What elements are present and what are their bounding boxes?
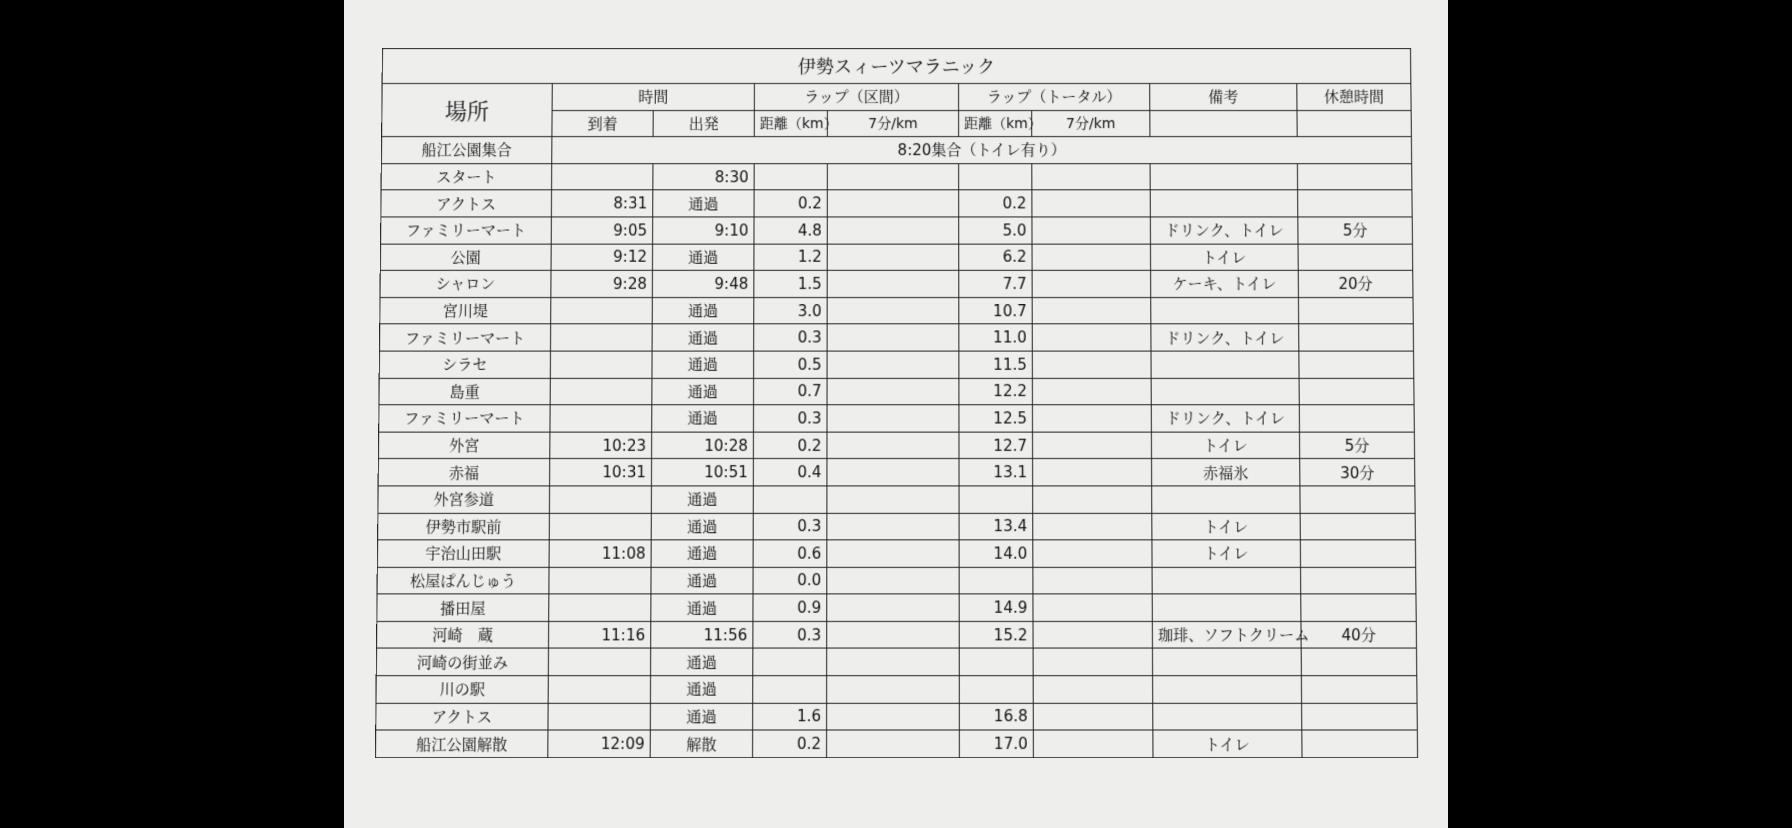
row-note: [1151, 351, 1299, 378]
row-depart: 通過: [651, 594, 753, 621]
row-lap-distance: 0.6: [753, 540, 827, 567]
row-note: [1152, 594, 1301, 621]
row-place: シラセ: [379, 351, 550, 378]
header-notes: 備考: [1150, 84, 1297, 111]
row-arrive: 9:05: [551, 217, 653, 244]
row-depart: 通過: [652, 244, 754, 271]
table-row: [378, 486, 1415, 513]
row-arrive: 11:16: [548, 621, 650, 648]
header-lap-total: ラップ（トータル）: [959, 84, 1150, 111]
row-place: アクトス: [376, 703, 548, 730]
row-total-distance: 16.8: [959, 703, 1033, 730]
row-lap-pace: [827, 163, 958, 190]
row-lap-distance: 0.7: [754, 378, 828, 405]
row-note: [1153, 703, 1302, 730]
table-row: [381, 217, 1413, 244]
row-rest: [1300, 513, 1415, 540]
row-depart: 解散: [650, 730, 752, 757]
row-arrive: 10:31: [550, 459, 652, 486]
row-depart: 通過: [651, 540, 753, 567]
row-lap-pace: [827, 432, 959, 459]
row-total-distance: 11.0: [959, 324, 1032, 351]
row-total-distance: 12.5: [959, 405, 1033, 432]
row-lap-pace: [827, 270, 959, 297]
row-total-distance: 14.9: [959, 594, 1033, 621]
row-lap-distance: 0.2: [753, 730, 827, 757]
row-lap-distance: 0.3: [754, 324, 827, 351]
row-lap-pace: [827, 351, 959, 378]
header-lap-distance: 距離（km）: [754, 110, 827, 137]
table-row: [376, 703, 1418, 730]
row-rest: [1299, 378, 1414, 405]
header-rest: 休憩時間: [1297, 84, 1411, 111]
row-lap-distance: 4.8: [754, 217, 827, 244]
row-rest: [1302, 703, 1418, 730]
header-total-pace: 7分/km: [1032, 110, 1150, 137]
table-row: [378, 459, 1415, 486]
row-depart: 9:48: [652, 270, 754, 297]
row-depart: 10:51: [651, 459, 753, 486]
row-lap-pace: [827, 405, 959, 432]
row-place: 島重: [379, 378, 550, 405]
row-note: トイレ: [1150, 244, 1298, 271]
row-total-distance: [959, 163, 1032, 190]
row-total-pace: [1033, 594, 1152, 621]
table-row: [380, 244, 1413, 271]
row-note: トイレ: [1152, 540, 1301, 567]
row-arrive: [548, 703, 650, 730]
row-lap-distance: 3.0: [754, 297, 827, 324]
row-lap-distance: 0.2: [753, 432, 827, 459]
row-place: 伊勢市駅前: [378, 513, 550, 540]
assembly-row: [381, 137, 1411, 164]
row-arrive: 10:23: [550, 432, 652, 459]
row-rest: [1298, 244, 1413, 271]
row-depart: 通過: [652, 297, 754, 324]
table-row: [377, 567, 1416, 594]
row-total-pace: [1032, 244, 1151, 271]
paper-sheet: [344, 0, 1448, 828]
header-place: 場所: [382, 84, 553, 137]
row-total-distance: 13.1: [959, 459, 1033, 486]
row-rest: [1300, 540, 1415, 567]
row-rest: [1301, 594, 1417, 621]
row-depart: 通過: [650, 676, 752, 703]
row-note: [1152, 567, 1301, 594]
row-total-pace: [1032, 217, 1151, 244]
table-row: [379, 378, 1414, 405]
title-row: [382, 48, 1411, 83]
row-note: トイレ: [1152, 513, 1301, 540]
row-depart: 通過: [651, 567, 753, 594]
row-total-distance: 12.7: [959, 432, 1033, 459]
header-time: 時間: [552, 84, 754, 111]
row-place: 外宮参道: [378, 486, 550, 513]
row-note: ケーキ、トイレ: [1151, 270, 1299, 297]
row-lap-pace: [827, 621, 960, 648]
table-row: [378, 432, 1414, 459]
row-note: [1151, 297, 1299, 324]
table-row: [380, 270, 1413, 297]
row-total-pace: [1033, 649, 1153, 676]
row-total-pace: [1032, 297, 1151, 324]
row-place: 公園: [380, 244, 551, 271]
row-rest: [1298, 190, 1413, 217]
table-row: [377, 621, 1417, 648]
row-place: 宮川堤: [380, 297, 551, 324]
table-row: [377, 540, 1415, 567]
row-depart: 通過: [653, 190, 754, 217]
row-total-pace: [1033, 540, 1152, 567]
row-rest: 30分: [1300, 459, 1415, 486]
row-total-distance: 7.7: [959, 270, 1032, 297]
row-note: 珈琲、ソフトクリーム: [1152, 621, 1301, 648]
table-title: 伊勢スィーツマラニック: [382, 48, 1411, 83]
table-row: [379, 351, 1414, 378]
row-lap-distance: 0.2: [754, 190, 827, 217]
row-place: 河崎の街並み: [376, 649, 548, 676]
table-row: [376, 676, 1417, 703]
schedule-sheet: [375, 48, 1417, 758]
row-place: ファミリーマート: [381, 217, 552, 244]
row-arrive: [551, 297, 653, 324]
row-lap-pace: [827, 703, 960, 730]
header-lap-section: ラップ（区間）: [754, 84, 958, 111]
row-lap-distance: 0.5: [754, 351, 828, 378]
row-total-distance: 10.7: [959, 297, 1032, 324]
row-arrive: [550, 405, 652, 432]
row-arrive: [550, 351, 652, 378]
row-rest: [1298, 297, 1413, 324]
row-arrive: 11:08: [549, 540, 651, 567]
row-arrive: [549, 594, 651, 621]
row-place: ファミリーマート: [379, 324, 550, 351]
row-place: スタート: [381, 163, 552, 190]
row-place: ファミリーマート: [379, 405, 550, 432]
row-rest: [1299, 324, 1414, 351]
row-note: [1152, 486, 1300, 513]
row-lap-distance: [753, 486, 827, 513]
row-depart: 10:28: [652, 432, 754, 459]
row-lap-distance: [753, 649, 827, 676]
row-lap-distance: 0.3: [753, 621, 827, 648]
row-place: アクトス: [381, 190, 552, 217]
row-place: 外宮: [378, 432, 550, 459]
header-notes-blank: [1150, 110, 1297, 137]
row-note: [1153, 676, 1302, 703]
row-note: トイレ: [1151, 432, 1299, 459]
row-lap-pace: [827, 459, 959, 486]
row-total-pace: [1032, 163, 1150, 190]
row-rest: [1301, 676, 1417, 703]
row-depart: 11:56: [651, 621, 753, 648]
row-arrive: [549, 513, 651, 540]
row-total-pace: [1033, 621, 1152, 648]
row-rest: [1301, 649, 1417, 676]
row-rest: 5分: [1299, 432, 1414, 459]
row-rest: [1300, 486, 1415, 513]
row-note: [1152, 649, 1301, 676]
row-total-pace: [1032, 190, 1150, 217]
row-rest: [1299, 405, 1414, 432]
table-row: [380, 297, 1414, 324]
row-note: ドリンク、トイレ: [1151, 405, 1299, 432]
row-lap-distance: 0.3: [753, 513, 827, 540]
row-depart: 9:10: [653, 217, 754, 244]
row-total-distance: 15.2: [959, 621, 1033, 648]
row-arrive: 9:12: [551, 244, 653, 271]
row-arrive: 9:28: [551, 270, 653, 297]
row-total-pace: [1033, 432, 1152, 459]
row-place: 播田屋: [377, 594, 549, 621]
header-arrive: 到着: [552, 110, 653, 137]
row-depart: 通過: [652, 324, 754, 351]
row-place: 松屋ぱんじゅう: [377, 567, 549, 594]
header-rest-blank: [1297, 110, 1412, 137]
row-total-pace: [1033, 676, 1153, 703]
row-lap-distance: 0.4: [753, 459, 827, 486]
row-total-pace: [1033, 730, 1153, 757]
row-lap-pace: [827, 594, 959, 621]
row-note: トイレ: [1153, 730, 1302, 757]
row-total-pace: [1033, 513, 1152, 540]
row-note: [1151, 378, 1299, 405]
row-total-distance: 0.2: [959, 190, 1032, 217]
row-total-distance: [959, 567, 1033, 594]
row-total-distance: [959, 676, 1033, 703]
row-arrive: [548, 649, 650, 676]
row-depart: 通過: [651, 486, 753, 513]
row-total-pace: [1033, 703, 1153, 730]
row-lap-distance: 0.0: [753, 567, 827, 594]
row-total-pace: [1032, 405, 1151, 432]
row-total-pace: [1033, 486, 1152, 513]
row-total-distance: [959, 649, 1033, 676]
assembly-place: 船江公園集合: [381, 137, 552, 164]
row-rest: 40分: [1301, 621, 1417, 648]
row-note: [1150, 190, 1298, 217]
row-lap-pace: [827, 567, 959, 594]
table-row: [378, 513, 1416, 540]
row-rest: 5分: [1298, 217, 1413, 244]
schedule-table: [375, 48, 1418, 758]
row-place: 宇治山田駅: [377, 540, 549, 567]
row-lap-pace: [827, 190, 958, 217]
row-total-distance: 11.5: [959, 351, 1032, 378]
row-total-distance: 17.0: [959, 730, 1033, 757]
row-total-pace: [1032, 324, 1151, 351]
row-lap-pace: [827, 513, 959, 540]
row-total-distance: 6.2: [959, 244, 1032, 271]
row-total-distance: 13.4: [959, 513, 1033, 540]
row-depart: 通過: [652, 405, 754, 432]
row-lap-pace: [827, 649, 960, 676]
row-rest: [1299, 351, 1414, 378]
row-rest: [1302, 730, 1418, 757]
row-lap-pace: [827, 730, 960, 757]
row-arrive: [549, 567, 651, 594]
row-rest: 20分: [1298, 270, 1413, 297]
row-total-distance: 5.0: [959, 217, 1032, 244]
table-row: [376, 649, 1417, 676]
header-row-1: [382, 84, 1411, 111]
row-lap-distance: [753, 676, 827, 703]
table-row: [381, 163, 1412, 190]
assembly-note: 8:20集合（トイレ有り）: [552, 137, 1412, 164]
row-total-pace: [1032, 351, 1151, 378]
header-depart: 出発: [653, 110, 754, 137]
row-arrive: [548, 676, 650, 703]
row-lap-distance: 1.6: [753, 703, 827, 730]
row-place: シャロン: [380, 270, 551, 297]
row-lap-pace: [827, 297, 959, 324]
row-total-distance: 12.2: [959, 378, 1033, 405]
row-total-pace: [1033, 567, 1152, 594]
row-lap-distance: [754, 163, 827, 190]
row-lap-distance: 1.5: [754, 270, 827, 297]
row-lap-pace: [827, 244, 959, 271]
row-total-distance: 14.0: [959, 540, 1033, 567]
row-lap-pace: [827, 324, 959, 351]
row-place: 河崎 蔵: [377, 621, 549, 648]
row-place: 赤福: [378, 459, 550, 486]
row-arrive: 8:31: [551, 190, 652, 217]
row-depart: 通過: [652, 378, 754, 405]
row-note: 赤福氷: [1152, 459, 1300, 486]
table-row: [379, 324, 1413, 351]
table-row: [377, 594, 1417, 621]
row-depart: 通過: [651, 513, 753, 540]
row-arrive: [550, 324, 652, 351]
row-depart: 通過: [651, 649, 753, 676]
row-rest: [1301, 567, 1417, 594]
row-arrive: [549, 486, 651, 513]
row-total-distance: [959, 486, 1033, 513]
table-row: [381, 190, 1412, 217]
row-total-pace: [1032, 270, 1151, 297]
row-depart: 通過: [652, 351, 754, 378]
row-arrive: [550, 378, 652, 405]
row-lap-pace: [827, 676, 960, 703]
header-lap-pace: 7分/km: [827, 110, 958, 137]
row-total-pace: [1032, 378, 1151, 405]
row-lap-pace: [827, 378, 959, 405]
row-note: [1150, 163, 1298, 190]
table-row: [375, 730, 1417, 757]
header-total-distance: 距離（km）: [959, 110, 1032, 137]
row-arrive: 12:09: [548, 730, 651, 757]
row-arrive: [552, 163, 653, 190]
row-depart: 8:30: [653, 163, 754, 190]
row-lap-distance: 1.2: [754, 244, 827, 271]
row-rest: [1297, 163, 1412, 190]
row-note: ドリンク、トイレ: [1150, 217, 1298, 244]
row-place: 船江公園解散: [375, 730, 548, 757]
table-row: [379, 405, 1415, 432]
row-total-pace: [1033, 459, 1152, 486]
row-lap-pace: [827, 540, 959, 567]
row-note: ドリンク、トイレ: [1151, 324, 1299, 351]
row-lap-pace: [827, 486, 959, 513]
row-lap-pace: [827, 217, 958, 244]
row-place: 川の駅: [376, 676, 548, 703]
row-lap-distance: 0.3: [753, 405, 827, 432]
row-depart: 通過: [650, 703, 752, 730]
row-lap-distance: 0.9: [753, 594, 827, 621]
